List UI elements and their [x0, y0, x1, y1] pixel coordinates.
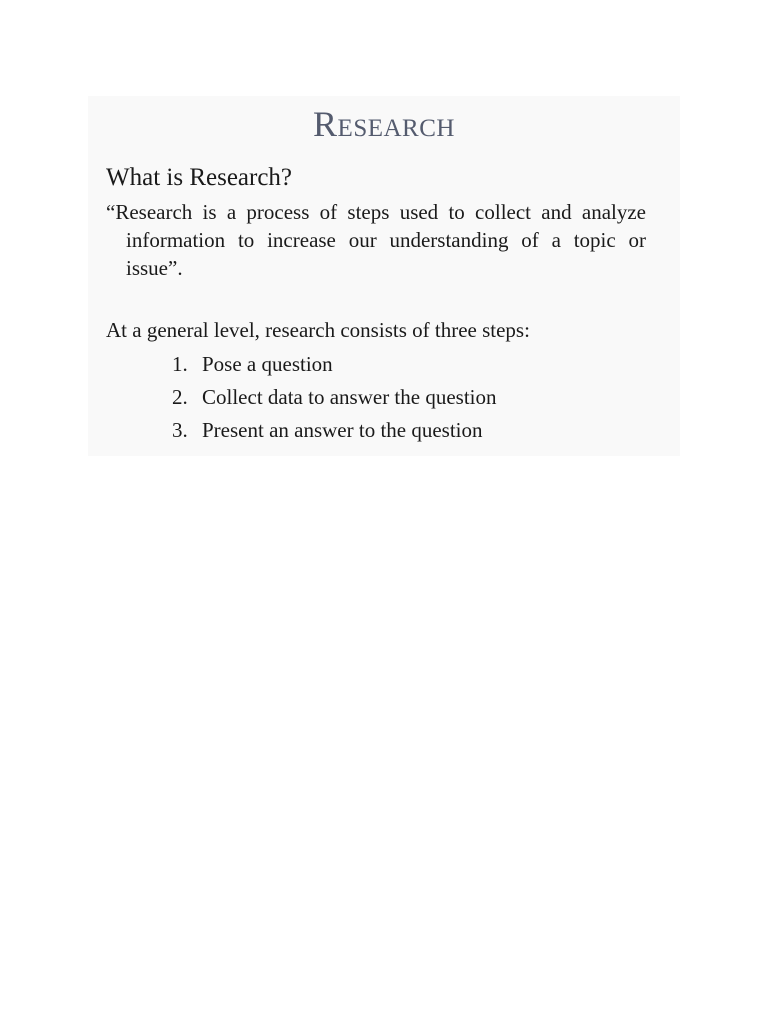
step-number: 3. [172, 418, 188, 442]
list-item [172, 414, 497, 447]
step-number: 1. [172, 352, 188, 376]
slide [88, 96, 680, 456]
steps-intro: At a general level, research consists of three steps: [106, 318, 530, 342]
section-heading: What is Research? [106, 164, 293, 191]
slide-title: Research [313, 104, 455, 144]
step-text: Collect data to answer the question [202, 385, 497, 409]
step-text: Pose a question [202, 352, 333, 376]
definition-quote: “Research is a process of steps used to collect and analyze information to increase our understanding of a topic or issue”. [106, 200, 646, 280]
steps-list [172, 348, 497, 447]
list-item [172, 348, 497, 381]
step-number: 2. [172, 385, 188, 409]
step-text: Present an answer to the question [202, 418, 483, 442]
list-item [172, 381, 497, 414]
